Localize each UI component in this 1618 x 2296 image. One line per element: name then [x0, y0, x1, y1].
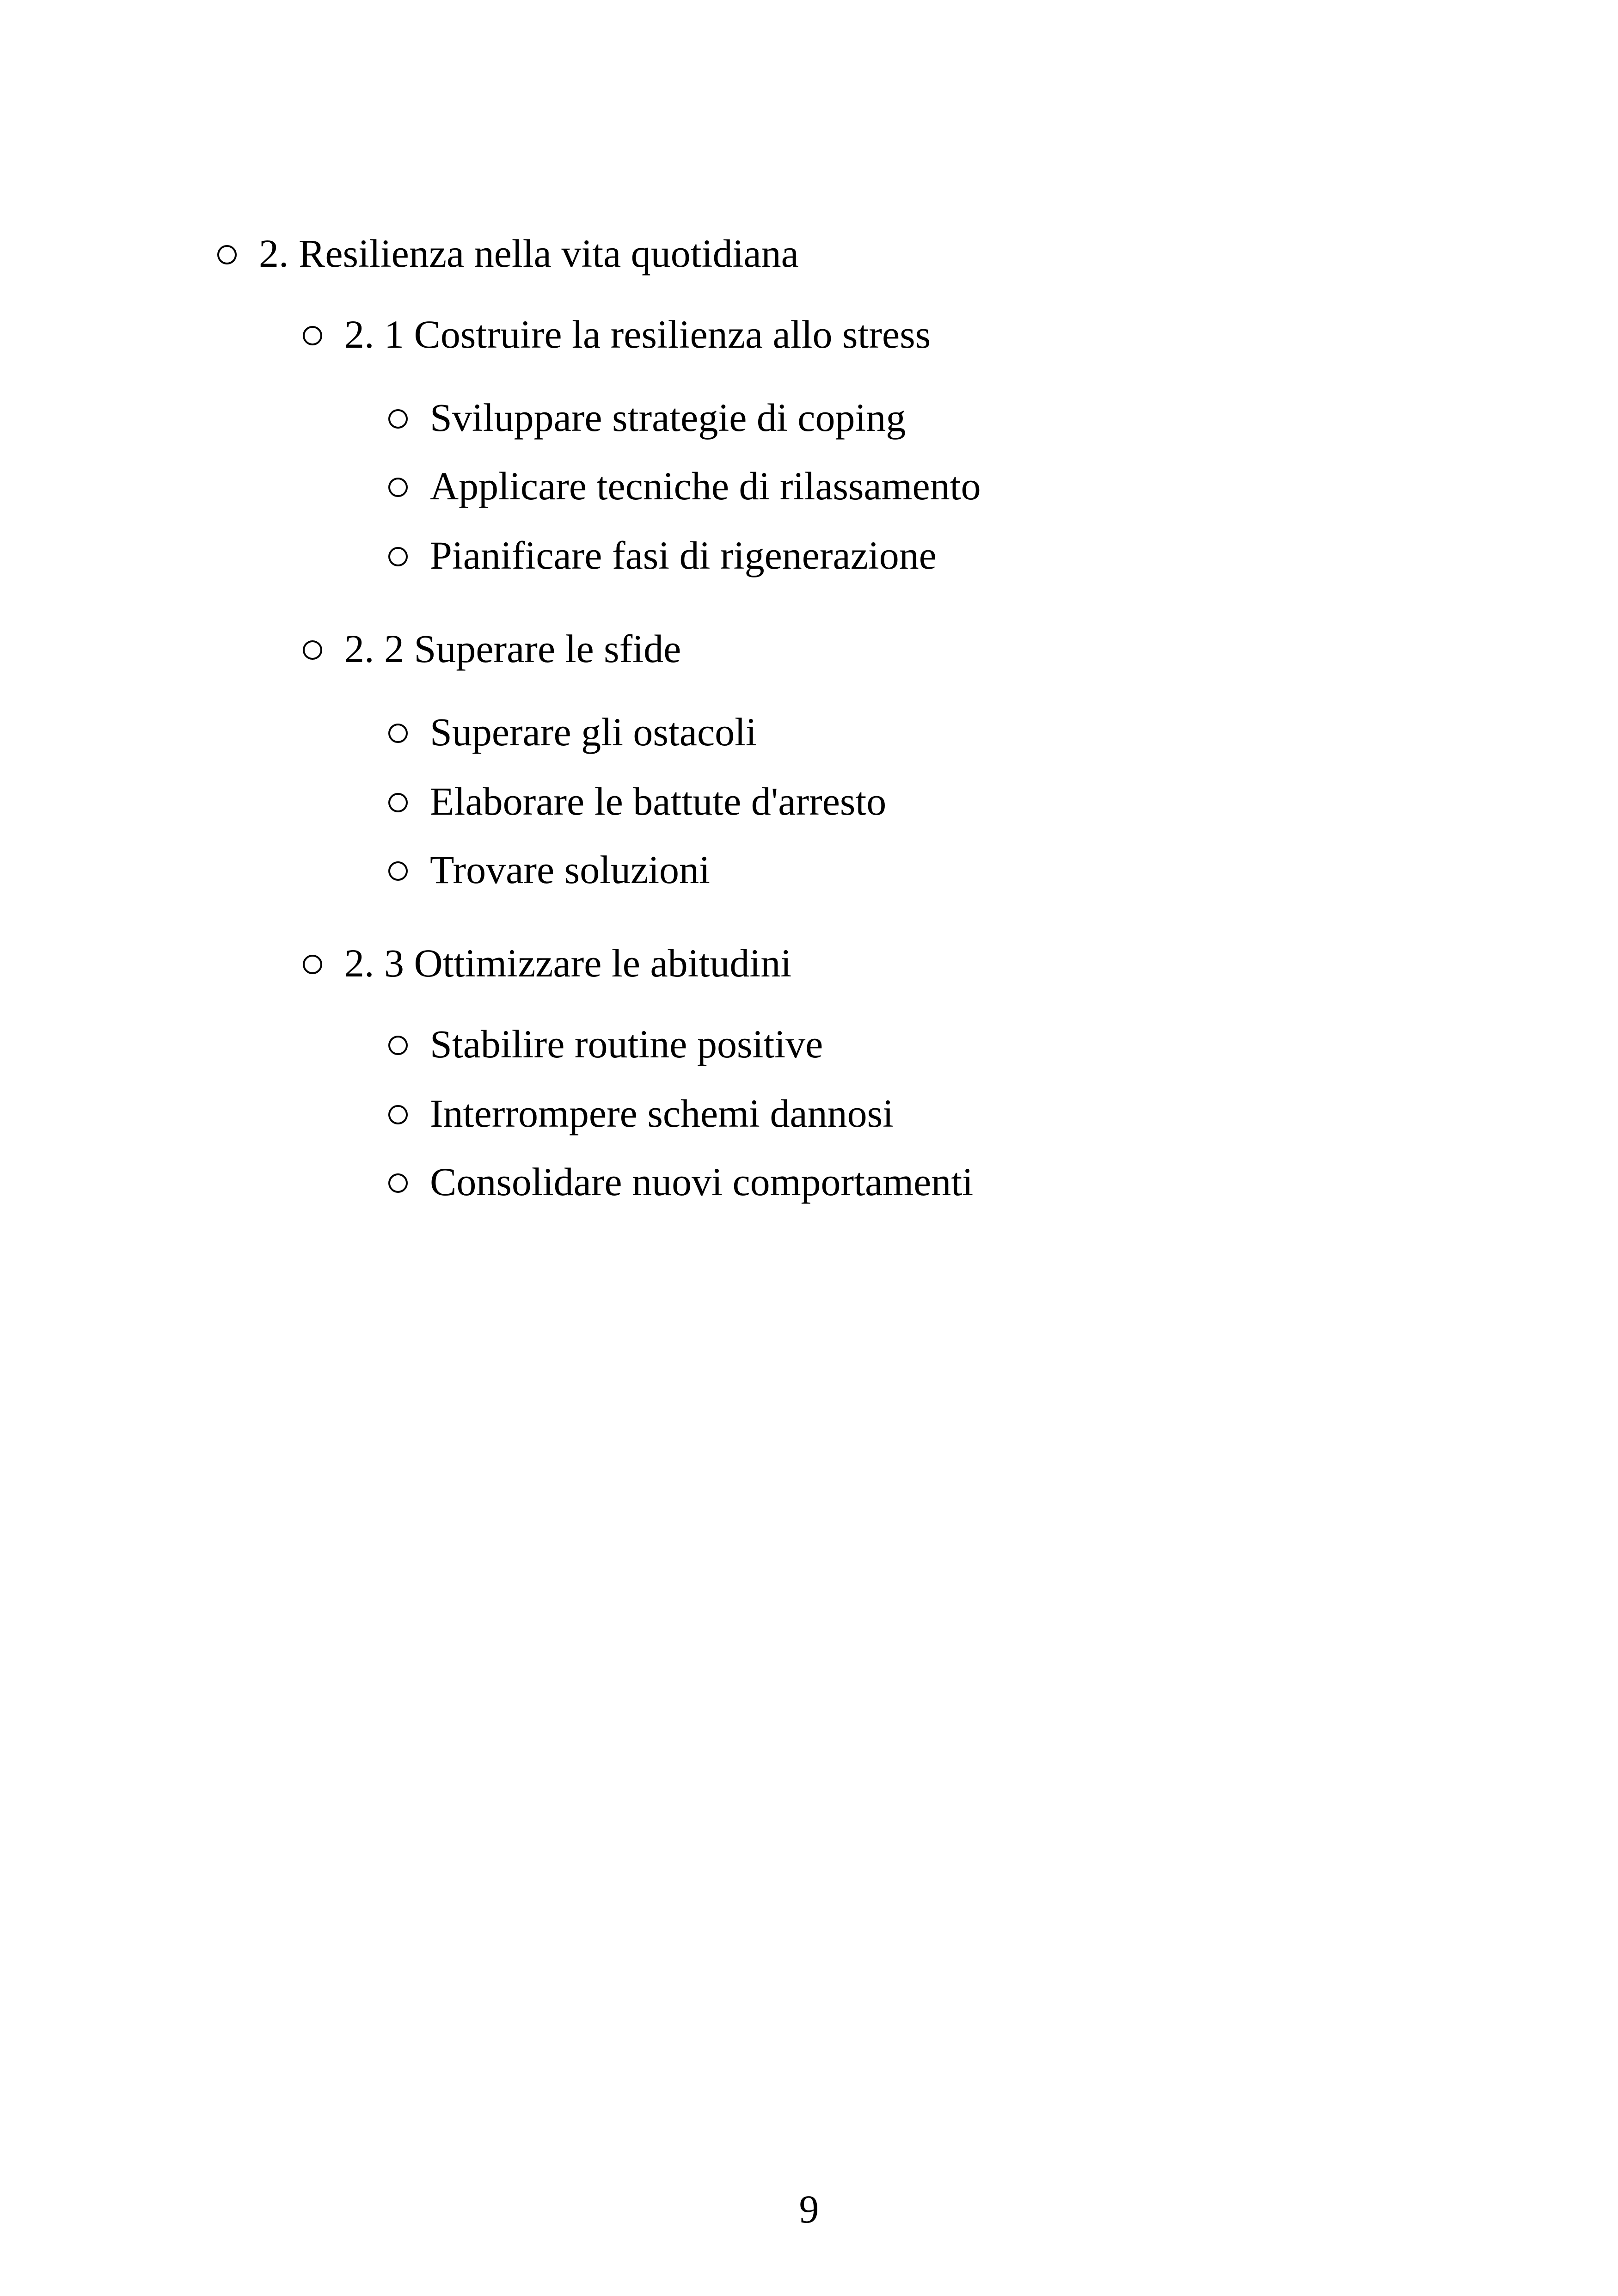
hollow-circle-bullet-icon	[388, 1105, 408, 1124]
page-number: 9	[799, 2187, 819, 2231]
hollow-circle-bullet-icon	[303, 640, 322, 660]
hollow-circle-bullet-icon	[388, 547, 408, 566]
hollow-circle-bullet-icon	[303, 326, 322, 345]
outline-subitem	[388, 395, 906, 440]
hollow-circle-bullet-icon	[217, 245, 237, 264]
outline-section-item	[303, 314, 931, 354]
outline-subitem-label: Consolidare nuovi comportamenti	[430, 1160, 974, 1204]
outline-section-title: 2. 1 Costruire la resilienza allo stress	[344, 312, 931, 356]
outline-section-item	[303, 943, 791, 983]
hollow-circle-bullet-icon	[388, 793, 408, 812]
outline-subitem-label: Stabilire routine positive	[430, 1022, 823, 1066]
hollow-circle-bullet-icon	[388, 1036, 408, 1055]
outline-section-item	[303, 626, 681, 671]
outline-subitem	[388, 535, 937, 575]
outline-subitem-label: Interrompere schemi dannosi	[430, 1091, 894, 1136]
outline-subitem-label: Trovare soluzioni	[430, 847, 710, 892]
hollow-circle-bullet-icon	[388, 861, 408, 881]
outline-level1-item	[217, 231, 799, 276]
outline-subitem	[388, 781, 886, 821]
outline-subitem-label: Pianificare fasi di rigenerazione	[430, 533, 937, 577]
hollow-circle-bullet-icon	[388, 409, 408, 429]
outline-subitem-label: Applicare tecniche di rilassamento	[430, 464, 981, 508]
outline-subitem-label: Elaborare le battute d'arresto	[430, 779, 887, 823]
outline-subitem	[388, 466, 981, 506]
outline-subitem	[388, 712, 757, 752]
hollow-circle-bullet-icon	[388, 724, 408, 743]
hollow-circle-bullet-icon	[303, 955, 322, 974]
hollow-circle-bullet-icon	[388, 1173, 408, 1193]
outline-section-title: 2. 3 Ottimizzare le abitudini	[344, 941, 792, 985]
outline-subitem	[388, 847, 710, 892]
hollow-circle-bullet-icon	[388, 478, 408, 497]
outline-subitem	[388, 1091, 894, 1136]
outline-section-title: 2. 2 Superare le sfide	[344, 626, 681, 671]
outline-subitem	[388, 1162, 973, 1202]
outline-subitem	[388, 1024, 823, 1064]
outline-subitem-label: Superare gli ostacoli	[430, 710, 757, 754]
outline-level1-title: 2. Resilienza nella vita quotidiana	[259, 231, 799, 276]
outline-subitem-label: Sviluppare strategie di coping	[430, 395, 906, 440]
